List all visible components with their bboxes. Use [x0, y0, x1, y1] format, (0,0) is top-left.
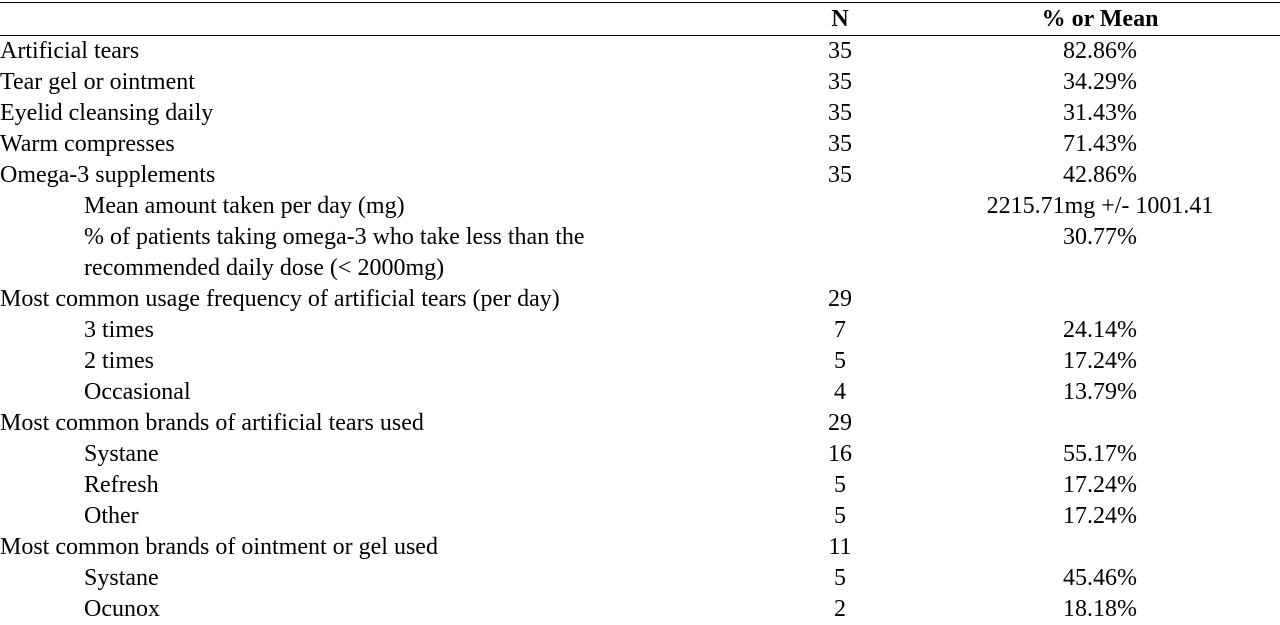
- row-label: Omega-3 supplements: [0, 162, 216, 188]
- table-row: [0, 594, 1280, 625]
- row-value: 31.43%: [1063, 100, 1137, 126]
- row-n: 35: [828, 69, 852, 95]
- row-value: 42.86%: [1063, 162, 1137, 188]
- table-row: [0, 501, 1280, 532]
- row-label: Eyelid cleansing daily: [0, 100, 214, 126]
- row-n: 29: [828, 410, 852, 436]
- row-value: 17.24%: [1063, 348, 1137, 374]
- table-row: [0, 470, 1280, 501]
- row-label: Systane: [84, 565, 159, 591]
- header-row: [0, 3, 1280, 35]
- row-value: 55.17%: [1063, 441, 1137, 467]
- row-label: [0, 222, 760, 284]
- row-n: 35: [828, 131, 852, 157]
- row-n: 29: [828, 286, 852, 312]
- row-label: Systane: [84, 441, 159, 467]
- table-row: [0, 346, 1280, 377]
- row-label: 3 times: [84, 317, 154, 343]
- row-value: 24.14%: [1063, 317, 1137, 343]
- row-n: [760, 222, 920, 284]
- table-row: [0, 284, 1280, 315]
- table-row: [0, 160, 1280, 191]
- row-n: 11: [828, 534, 852, 560]
- table-row: [0, 222, 1280, 284]
- row-label: Occasional: [84, 379, 191, 405]
- row-label: Ocunox: [84, 596, 160, 622]
- row-value: [920, 284, 1280, 315]
- row-value: 17.24%: [1063, 503, 1137, 529]
- row-label: Mean amount taken per day (mg): [84, 193, 405, 219]
- table-row: [0, 315, 1280, 346]
- table-row: [0, 35, 1280, 67]
- row-n: 7: [834, 317, 846, 343]
- row-value: 2215.71mg +/- 1001.41: [986, 193, 1214, 219]
- row-n: 4: [834, 379, 846, 405]
- row-label: Most common brands of artificial tears used: [0, 410, 424, 436]
- row-label-line1: % of patients taking omega-3 who take less than the: [84, 224, 585, 250]
- row-n: 5: [834, 565, 846, 591]
- table-row: [0, 408, 1280, 439]
- row-n: 35: [828, 162, 852, 188]
- header-n: N: [831, 6, 849, 32]
- table-row: [0, 532, 1280, 563]
- row-value: 17.24%: [1063, 472, 1137, 498]
- table-row: [0, 67, 1280, 98]
- row-label: Warm compresses: [0, 131, 175, 157]
- row-label: Most common brands of ointment or gel used: [0, 534, 438, 560]
- row-n: [760, 191, 920, 222]
- row-label-line2: recommended daily dose (< 2000mg): [84, 255, 445, 281]
- row-label: Refresh: [84, 472, 159, 498]
- table-row: [0, 563, 1280, 594]
- row-value: 13.79%: [1063, 379, 1137, 405]
- table-row: [0, 98, 1280, 129]
- row-label: Artificial tears: [0, 38, 140, 64]
- data-table: [0, 3, 1280, 625]
- row-n: 5: [834, 472, 846, 498]
- row-label: Other: [84, 503, 139, 529]
- row-n: 5: [834, 503, 846, 529]
- row-n: 5: [834, 348, 846, 374]
- row-value: [920, 532, 1280, 563]
- row-label: Tear gel or ointment: [0, 69, 195, 95]
- row-value: 30.77%: [1063, 224, 1137, 250]
- header-label: [0, 3, 760, 35]
- table-row: [0, 191, 1280, 222]
- row-value: 71.43%: [1063, 131, 1137, 157]
- row-label: 2 times: [84, 348, 154, 374]
- row-value: 45.46%: [1063, 565, 1137, 591]
- table-row: [0, 377, 1280, 408]
- row-value: 18.18%: [1063, 596, 1137, 622]
- row-value: 34.29%: [1063, 69, 1137, 95]
- row-n: 35: [828, 38, 852, 64]
- row-value: 82.86%: [1063, 38, 1137, 64]
- table-row: [0, 129, 1280, 160]
- row-n: 35: [828, 100, 852, 126]
- row-n: 2: [834, 596, 846, 622]
- row-label: Most common usage frequency of artificial tears (per day): [0, 286, 560, 312]
- header-value: % or Mean: [1041, 6, 1159, 32]
- table-row: [0, 439, 1280, 470]
- row-n: 16: [828, 441, 852, 467]
- row-value: [920, 408, 1280, 439]
